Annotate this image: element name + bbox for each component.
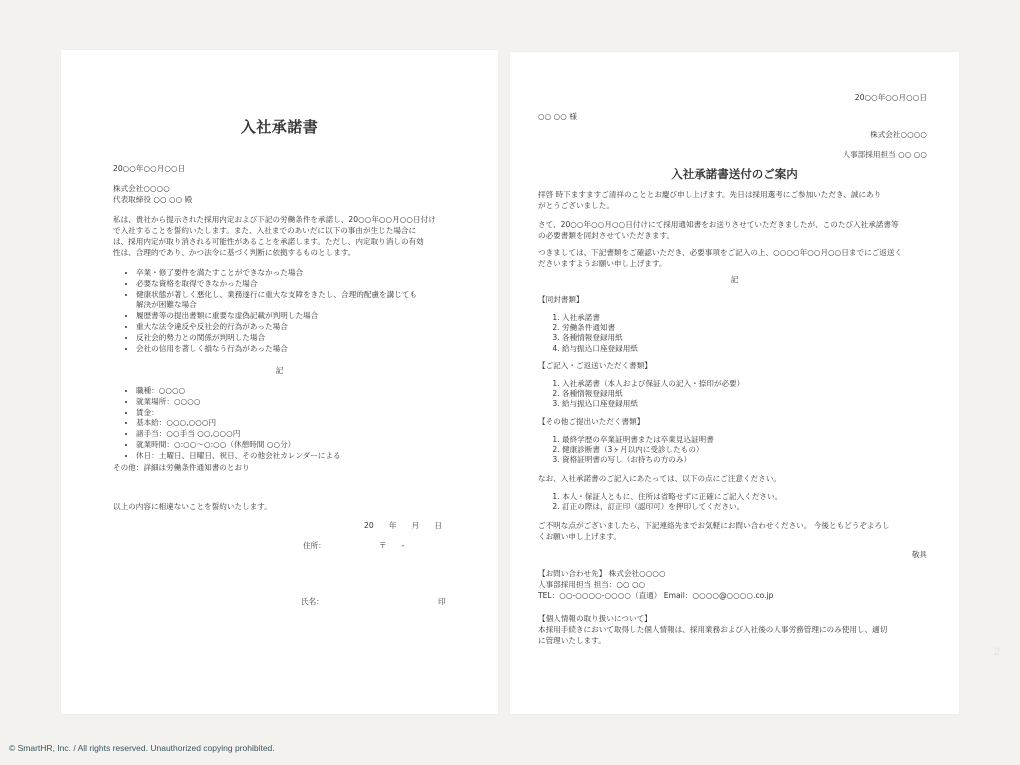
signature-date: 20 年 月 日 xyxy=(364,521,443,530)
body-paragraph-2: つきましては、下記書類をご確認いただき、必要事項をご記入の上、○○○○年○○月○○日までにご返送く ださいますようお願い申し上げます。 xyxy=(538,248,903,268)
return-heading: 【ご記入・ご返送いただく書類】 xyxy=(538,361,652,370)
pledge-text: 以上の内容に相違ないことを誓約いたします。 xyxy=(113,502,272,511)
document-date: 20○○年○○月○○日 xyxy=(854,93,927,102)
list-item: • 健康状態が著しく悪化し、業務遂行に重大な支障をきたし、合理的配慮を講じても 解決が困難な場合 xyxy=(136,290,496,312)
list-item: 2. 健康診断書（3ヶ月以内に受診したもの） xyxy=(562,445,714,455)
contact-tel-email: TEL：○○-○○○○-○○○○（直通） Email：○○○○@○○○○.co.jp xyxy=(538,591,774,600)
closing-paragraph: ご不明な点がございましたら、下記連絡先までお気軽にお問い合わせください。 今後ともどうぞよろし くお願い申し上げます。 xyxy=(538,521,890,541)
work-conditions-list xyxy=(123,386,496,462)
document-title: 入社承諾書 xyxy=(240,118,319,136)
list-item: 2. 各種情報登録用紙 xyxy=(562,389,744,399)
privacy-heading: 【個人情報の取り扱いについて】 xyxy=(538,614,652,623)
seal-mark: 印 xyxy=(438,597,446,606)
list-item: 3. 資格証明書の写し（お持ちの方のみ） xyxy=(562,455,714,465)
list-item: 1. 入社承諾書 xyxy=(562,313,638,323)
list-item: • 休日：土曜日、日曜日、祝日、その他会社カレンダーによる xyxy=(136,451,496,462)
list-item: 1. 入社承諾書（本人および保証人の記入・捺印が必要） xyxy=(562,379,744,389)
sender-company: 株式会社○○○○ xyxy=(870,130,927,139)
list-item: • 反社会的勢力との関係が判明した場合 xyxy=(136,333,496,344)
list-item: 3. 各種情報登録用紙 xyxy=(562,333,638,343)
list-item: 3. 給与振込口座登録用紙 xyxy=(562,399,744,409)
list-item: • 会社の信用を著しく損なう行為があった場合 xyxy=(136,344,496,355)
addressee-person: 代表取締役 ○○ ○○ 殿 xyxy=(113,195,193,204)
list-item: 2. 訂正の際は、訂正印（認印可）を押印してください。 xyxy=(562,502,782,512)
ki-heading: 記 xyxy=(275,366,284,375)
addressee-company: 株式会社○○○○ xyxy=(113,184,170,193)
list-item: • 諸手当：○○手当 ○○,○○○円 xyxy=(136,429,496,440)
copyright-notice: © SmartHR, Inc. / All rights reserved. Unauthorized copying prohibited. xyxy=(9,743,275,753)
contact-heading: 【お問い合わせ先】 株式会社○○○○ xyxy=(538,569,666,578)
other-conditions: その他：詳細は労働条件通知書のとおり xyxy=(113,463,250,472)
list-item: 4. 給与振込口座登録用紙 xyxy=(562,344,638,354)
addressee: ○○ ○○ 様 xyxy=(538,112,577,121)
enclosed-documents-list xyxy=(538,313,638,354)
notes-intro: なお、入社承諾書のご記入にあたっては、以下の点にご注意ください。 xyxy=(538,474,781,483)
keigu: 敬具 xyxy=(911,550,927,559)
sender-person: 人事部採用担当 ○○ ○○ xyxy=(842,150,927,159)
address-label: 住所： xyxy=(303,541,326,550)
greeting-paragraph: 拝啓 時下ますますご清祥のこととお慶び申し上げます。先日は採用選考にご参加いただき、誠にあり がとうございました。 xyxy=(538,190,882,210)
document-page-right xyxy=(510,52,959,714)
other-documents-list xyxy=(538,435,714,466)
ki-heading: 記 xyxy=(730,275,739,284)
body-paragraph-1: さて、20○○年○○月○○日付けにて採用通知書をお送りさせていただきましたが、このたび入社承諾書等 の必要書類を同封させていただきます。 xyxy=(538,220,899,240)
postal-mark: 〒 - xyxy=(379,541,405,550)
name-label: 氏名： xyxy=(301,597,324,606)
list-item: • 職種：○○○○ xyxy=(136,386,496,397)
list-item: • 履歴書等の提出書類に重要な虚偽記載が判明した場合 xyxy=(136,311,496,322)
enclosed-heading: 【同封書類】 xyxy=(538,295,584,304)
page-number: 2 xyxy=(994,646,1001,658)
document-title: 入社承諾書送付のご案内 xyxy=(671,167,798,181)
contact-person: 人事部採用担当 担当：○○ ○○ xyxy=(538,580,646,589)
list-item: 1. 最終学歴の卒業証明書または卒業見込証明書 xyxy=(562,435,714,445)
revocation-reasons-list xyxy=(123,268,496,354)
list-item: • 就業場所：○○○○ xyxy=(136,397,496,408)
list-item: 1. 本人・保証人ともに、住所は省略せずに正確にご記入ください。 xyxy=(562,492,782,502)
other-documents-heading: 【その他ご提出いただく書類】 xyxy=(538,417,645,426)
return-documents-list xyxy=(538,379,744,410)
list-item: • 賃金： xyxy=(136,408,496,419)
list-item: • 必要な資格を取得できなかった場合 xyxy=(136,279,496,290)
list-item: 2. 労働条件通知書 xyxy=(562,323,638,333)
notes-list xyxy=(538,492,782,512)
list-item: • 就業時間：○:○○〜○:○○（休憩時間 ○○分） xyxy=(136,440,496,451)
list-item: • 基本給：○○○,○○○円 xyxy=(136,418,496,429)
list-item: • 重大な法令違反や反社会的行為があった場合 xyxy=(136,322,496,333)
intro-paragraph: 私は、貴社から提示された採用内定および下記の労働条件を承諾し、20○○年○○月○○日付け で入社することを誓約いたします。また、入社までのあいだに以下の事由が生じた場合に は、採用内定が取り消される可能性があることを承諾します。ただし、内定取り消しの有効 性は、合理的であり、かつ法令に基づく判断に依拠するものとします。 xyxy=(113,215,436,257)
document-page-left xyxy=(61,50,498,714)
privacy-text: 本採用手続きにおいて取得した個人情報は、採用業務および入社後の人事労務管理にのみ使用し、適切 に管理いたします。 xyxy=(538,625,888,645)
list-item: • 卒業・修了要件を満たすことができなかった場合 xyxy=(136,268,496,279)
document-date: 20○○年○○月○○日 xyxy=(113,164,186,173)
